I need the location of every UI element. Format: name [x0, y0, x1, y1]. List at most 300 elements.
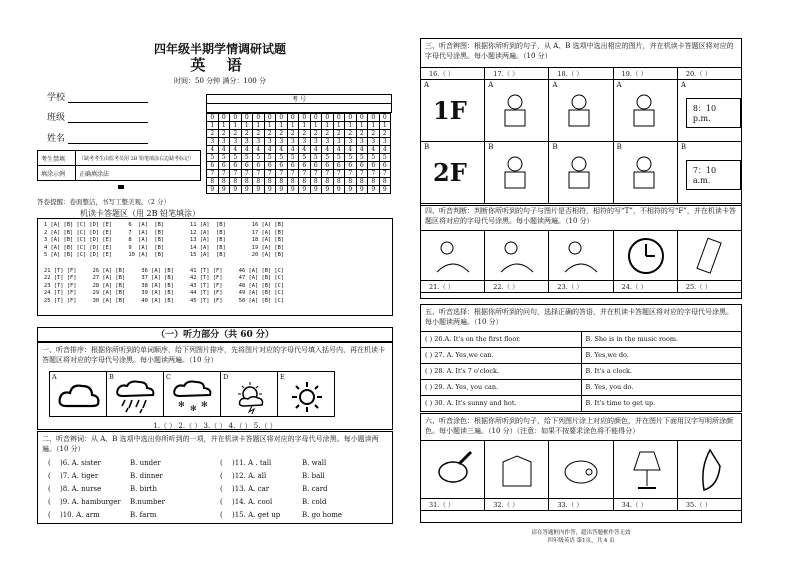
s2-cell: )14. A. cool [232, 497, 273, 506]
digit-cell[interactable]: 9 [230, 186, 242, 194]
s6-picture [421, 441, 484, 498]
s5-row[interactable] [421, 331, 741, 347]
s5-option[interactable]: B. Yes,we do. [581, 348, 742, 363]
s5-option[interactable]: B. She is in the music room. [581, 332, 742, 347]
notice-table [37, 150, 201, 181]
clock-icon [626, 236, 666, 276]
digit-cell[interactable]: 4 [287, 146, 299, 154]
digit-cell[interactable]: 1 [241, 122, 253, 130]
digit-cell[interactable]: 9 [345, 186, 357, 194]
section-4 [420, 203, 742, 299]
s6-text: 六、听音涂色：根据你所听到的句子，给下列图片涂上对应的颜色，并在图片下面用汉字写明所涂颜色。每小题读三遍。（10 分）（注意：如果不按要求涂色将不能得分） [425, 417, 733, 435]
digit-cell[interactable]: 8 [368, 178, 380, 186]
s2-cell: )8. A. nurse [60, 484, 102, 493]
digit-cell[interactable]: 0 [276, 114, 288, 122]
answer-blank[interactable]: 32.（ ） [484, 499, 548, 510]
digit-cell[interactable]: 8 [287, 178, 299, 186]
exam-meta: 时间：50 分钟 满分：100 分 [174, 77, 266, 85]
s2-cell: )7. A. tiger [60, 471, 99, 480]
digit-cell[interactable]: 6 [207, 162, 219, 170]
banana-icon [688, 446, 732, 494]
digit-cell[interactable]: 5 [276, 154, 288, 162]
s2-cell: )12. A. all [232, 471, 267, 480]
s2-cell: )6. A. sister [60, 458, 101, 467]
digit-cell[interactable]: 3 [207, 138, 219, 146]
digit-cell[interactable]: 3 [241, 138, 253, 146]
digit-cell[interactable]: 9 [333, 186, 345, 194]
digit-cell[interactable]: 8 [218, 178, 230, 186]
s3-option[interactable]: A [548, 80, 612, 141]
digit-cell[interactable]: 8 [333, 178, 345, 186]
s4-picture [484, 231, 548, 280]
digit-cell[interactable]: 6 [310, 162, 322, 170]
digit-cell[interactable]: 7 [310, 170, 322, 178]
section-2 [37, 431, 393, 524]
card-line[interactable]: 5 [A] [B] [C] [D] [E] 10 [A] [B] 15 [A] [B] 20 [A] [B] [44, 252, 285, 259]
digit-cell[interactable]: 9 [253, 186, 265, 194]
lamp-icon [624, 446, 668, 494]
digit-cell[interactable]: 4 [207, 146, 219, 154]
s2-cell: ( [220, 497, 223, 506]
s3-option-text: 2F [433, 158, 467, 187]
digit-cell[interactable]: 0 [241, 114, 253, 122]
section-3 [420, 38, 742, 206]
digit-cell[interactable]: 8 [356, 178, 368, 186]
s4-picture [677, 231, 741, 280]
digit-cell[interactable]: 6 [368, 162, 380, 170]
digit-cell[interactable]: 9 [356, 186, 368, 194]
s2-cell: )10. A. arm [60, 510, 100, 519]
s2-cell: ( [48, 510, 51, 519]
rain-picture [106, 371, 164, 417]
s3-text: 三、听音辨图：根据你所听到的句子，从 A、B 选项中选出相应的图片，并在机读卡答题区将对应的字母代号涂黑。每小题读两遍。（10 分） [425, 42, 734, 60]
digit-cell[interactable]: 9 [310, 186, 322, 194]
digit-cell[interactable]: 6 [333, 162, 345, 170]
digit-cell[interactable]: 8 [322, 178, 334, 186]
s2-row [38, 482, 392, 495]
digit-cell[interactable]: 2 [218, 130, 230, 138]
digit-cell[interactable]: 5 [368, 154, 380, 162]
exam-number-grid[interactable] [206, 94, 392, 194]
digit-cell[interactable]: 5 [287, 154, 299, 162]
s2-row [38, 495, 392, 508]
answer-blank[interactable]: 31.（ ） [429, 501, 455, 509]
digit-cell[interactable]: 0 [368, 114, 380, 122]
s2-cell: B. go home [302, 510, 343, 519]
s5-option[interactable]: B. Yes, you do. [581, 380, 742, 395]
digit-cell[interactable]: 9 [299, 186, 311, 194]
digit-cell[interactable]: 5 [264, 154, 276, 162]
digit-cell[interactable]: 3 [230, 138, 242, 146]
answer-blank[interactable]: 35.（ ） [677, 499, 741, 510]
s3-option[interactable]: B [613, 142, 677, 203]
digit-cell[interactable]: 7 [230, 170, 242, 178]
digit-cell[interactable]: 1 [299, 122, 311, 130]
person-icon [495, 92, 535, 132]
digit-cell[interactable]: 1 [333, 122, 345, 130]
digit-cell[interactable]: 6 [356, 162, 368, 170]
digit-cell[interactable]: 3 [333, 138, 345, 146]
digit-cell[interactable]: 7 [322, 170, 334, 178]
answer-blank[interactable]: 17.（ ） [484, 68, 548, 79]
person-icon [559, 154, 599, 194]
letter-d: D [223, 373, 229, 381]
answer-blank[interactable]: 24.（ ） [613, 281, 677, 292]
digit-cell[interactable]: 6 [264, 162, 276, 170]
s5-option[interactable]: ( ) 30. A. It's sunny and hot. [425, 399, 517, 407]
digit-cell[interactable]: 6 [287, 162, 299, 170]
digit-cell[interactable]: 7 [368, 170, 380, 178]
digit-cell[interactable]: 0 [253, 114, 265, 122]
s2-cell: )9. A. hamburger [60, 497, 121, 506]
digit-cell[interactable]: 2 [310, 130, 322, 138]
digit-cell[interactable]: 1 [368, 122, 380, 130]
digit-cell[interactable]: 3 [322, 138, 334, 146]
digit-cell[interactable]: 1 [230, 122, 242, 130]
digit-cell[interactable]: 1 [310, 122, 322, 130]
digit-cell[interactable]: 4 [253, 146, 265, 154]
digit-cell[interactable]: 3 [356, 138, 368, 146]
digit-cell[interactable]: 9 [218, 186, 230, 194]
s2-row [38, 456, 392, 469]
digit-cell[interactable]: 9 [368, 186, 380, 194]
answer-blank[interactable]: 21.（ ） [429, 283, 455, 291]
digit-cell[interactable]: 1 [379, 122, 391, 130]
digit-cell[interactable]: 6 [299, 162, 311, 170]
digit-cell[interactable]: 4 [322, 146, 334, 154]
answer-blank[interactable]: 33.（ ） [548, 499, 612, 510]
digit-cell[interactable]: 1 [276, 122, 288, 130]
svg-text:✻: ✻ [201, 400, 208, 409]
card-line[interactable] [44, 260, 386, 268]
scene-icon [433, 236, 473, 276]
digit-cell[interactable]: 9 [322, 186, 334, 194]
digit-cell[interactable]: 2 [287, 130, 299, 138]
digit-cell[interactable]: 2 [333, 130, 345, 138]
digit-cell[interactable]: 7 [356, 170, 368, 178]
card-line[interactable]: 1 [A] [B] [C] [D] [E] 6 [A] [B] 11 [A] [B] 16 [A] [B] [44, 222, 285, 228]
answer-blank[interactable]: 23.（ ） [548, 281, 612, 292]
digit-cell[interactable]: 4 [345, 146, 357, 154]
digit-cell[interactable]: 6 [253, 162, 265, 170]
answer-card[interactable] [37, 218, 393, 316]
s5-option[interactable]: ( ) 27. A. Yes,we can. [425, 351, 494, 359]
s2-cell: ( [220, 471, 223, 480]
s2-cell: B. ball [302, 471, 325, 480]
exam-title: 四年级半期学情调研试题 [153, 42, 286, 56]
digit-cell[interactable]: 0 [299, 114, 311, 122]
digit-cell[interactable]: 1 [218, 122, 230, 130]
digit-cell[interactable]: 2 [368, 130, 380, 138]
digit-cell[interactable]: 3 [276, 138, 288, 146]
digit-cell[interactable]: 6 [345, 162, 357, 170]
digit-cell[interactable]: 9 [276, 186, 288, 194]
digit-cell[interactable]: 6 [230, 162, 242, 170]
digit-cell[interactable]: 7 [287, 170, 299, 178]
s5-row[interactable] [421, 379, 741, 395]
s2-cell: ( [48, 484, 51, 493]
class-field[interactable] [47, 110, 148, 123]
digit-cell[interactable]: 7 [299, 170, 311, 178]
digit-cell[interactable]: 1 [264, 122, 276, 130]
answer-blank[interactable]: 19.（ ） [613, 68, 677, 79]
scene-icon [561, 236, 601, 276]
digit-cell[interactable]: 7 [345, 170, 357, 178]
digit-cell[interactable]: 0 [287, 114, 299, 122]
digit-cell[interactable]: 0 [345, 114, 357, 122]
digit-cell[interactable]: 5 [241, 154, 253, 162]
digit-cell[interactable]: 5 [356, 154, 368, 162]
digit-cell[interactable]: 8 [379, 178, 391, 186]
digit-cell[interactable]: 5 [310, 154, 322, 162]
section-5 [420, 304, 742, 412]
s5-option[interactable]: ( ) 26.A. It's on the first floor. [425, 335, 521, 343]
digit-cell[interactable]: 1 [253, 122, 265, 130]
digit-cell[interactable]: 4 [264, 146, 276, 154]
digit-cell[interactable]: 0 [322, 114, 334, 122]
digit-cell[interactable]: 3 [310, 138, 322, 146]
digit-cell[interactable]: 2 [264, 130, 276, 138]
digit-cell[interactable]: 4 [368, 146, 380, 154]
letter-c: C [166, 373, 171, 381]
person-icon [559, 92, 599, 132]
digit-cell[interactable]: 1 [356, 122, 368, 130]
s3-option[interactable]: B 2F [424, 143, 467, 187]
s2-row [38, 469, 392, 482]
s5-row[interactable] [421, 347, 741, 363]
s3-option[interactable]: B [548, 142, 612, 203]
notice-label: 考生禁填 [38, 151, 76, 166]
digit-cell[interactable]: 7 [276, 170, 288, 178]
digit-cell[interactable]: 6 [218, 162, 230, 170]
digit-cell[interactable]: 4 [276, 146, 288, 154]
digit-cell[interactable]: 9 [241, 186, 253, 194]
s3-option[interactable]: B [484, 142, 548, 203]
class-label: 班级 [47, 113, 66, 123]
thermometer-icon [690, 236, 730, 276]
digit-cell[interactable]: 5 [253, 154, 265, 162]
answer-blank[interactable]: 20.（ ） [677, 68, 741, 79]
name-field[interactable] [47, 131, 148, 144]
digit-cell[interactable]: 0 [333, 114, 345, 122]
digit-cell[interactable]: 4 [333, 146, 345, 154]
digit-cell[interactable]: 9 [287, 186, 299, 194]
s2-cell: B. card [302, 484, 328, 493]
digit-cell[interactable]: 5 [207, 154, 219, 162]
s1-text: 一、听音排序：根据你所听到的单词顺序，给下列图片排序，先将图片对应的字母代号填入括号内，再在机读卡答题区将对应的字母代号涂黑。每小题读两遍。（10 分） [42, 346, 385, 364]
box-icon [495, 446, 539, 494]
digit-cell[interactable]: 8 [345, 178, 357, 186]
sun-picture [277, 371, 335, 417]
s4-text: 四、听音判断：判断你所听到的句子与图片是否相符，相符的写“T”，不相符的写“F”，并在机读卡答题区将对应的字母代号涂黑。每小题读两遍。（10 分） [425, 207, 736, 225]
digit-cell[interactable]: 9 [264, 186, 276, 194]
school-label: 学校 [47, 93, 66, 103]
school-field[interactable] [47, 90, 148, 103]
s3-option[interactable]: A [484, 80, 548, 141]
digit-cell[interactable]: 0 [218, 114, 230, 122]
digit-cell[interactable]: 8 [310, 178, 322, 186]
sun-cloud-icon [230, 380, 272, 414]
digit-cell[interactable]: 3 [264, 138, 276, 146]
digit-cell[interactable]: 8 [230, 178, 242, 186]
digit-cell[interactable]: 9 [207, 186, 219, 194]
card-line[interactable]: 23 [T] [F] 28 [A] [B] 38 [A] [B] 43 [T] [F] 48 [A] [B] [C] [44, 282, 285, 289]
digit-cell[interactable]: 5 [345, 154, 357, 162]
s2-cell: B. dinner [130, 471, 163, 480]
digit-cell[interactable]: 5 [299, 154, 311, 162]
digit-cell[interactable]: 0 [356, 114, 368, 122]
s5-option[interactable]: B. It's time to get up. [581, 396, 742, 411]
digit-cell[interactable]: 4 [218, 146, 230, 154]
digit-cell[interactable]: 2 [379, 130, 391, 138]
digit-cell[interactable]: 7 [264, 170, 276, 178]
digit-cell[interactable]: 6 [241, 162, 253, 170]
digit-cell[interactable]: 4 [356, 146, 368, 154]
digit-cell[interactable]: 1 [207, 122, 219, 130]
digit-cell[interactable]: 4 [310, 146, 322, 154]
letter-a: A [52, 373, 57, 381]
s2-cell: )11. A . tall [232, 458, 272, 467]
card-line[interactable]: 22 [T] [F] 27 [A] [B] 37 [A] [B] 42 [T] [F] 47 [A] [B] [C] [44, 275, 285, 282]
digit-cell[interactable]: 3 [379, 138, 391, 146]
section-6 [420, 413, 742, 523]
digit-cell[interactable]: 8 [241, 178, 253, 186]
digit-cell[interactable]: 3 [218, 138, 230, 146]
s5-option[interactable]: B. It's a clock. [581, 364, 742, 379]
digit-cell[interactable]: 3 [345, 138, 357, 146]
rain-icon [115, 380, 157, 414]
s3-option[interactable]: A 1F [424, 81, 467, 125]
digit-cell[interactable]: 7 [333, 170, 345, 178]
digit-cell[interactable]: 3 [368, 138, 380, 146]
digit-cell[interactable]: 5 [322, 154, 334, 162]
notice-text: （缺考考生由监考员用 2B 铅笔填涂右边缺考标记） [76, 151, 201, 166]
digit-cell[interactable]: 2 [356, 130, 368, 138]
digit-cell[interactable]: 4 [299, 146, 311, 154]
digit-cell[interactable]: 6 [322, 162, 334, 170]
digit-cell[interactable]: 7 [207, 170, 219, 178]
letter-e: E [280, 373, 285, 381]
s2-cell: B. wall [302, 458, 327, 467]
s5-option[interactable]: ( ) 28. A. It's 7 o'clock. [425, 367, 499, 375]
digit-cell[interactable]: 2 [322, 130, 334, 138]
s6-picture [484, 441, 548, 498]
digit-cell[interactable]: 7 [241, 170, 253, 178]
digit-cell[interactable]: 8 [264, 178, 276, 186]
digit-cell[interactable]: 8 [299, 178, 311, 186]
digit-cell[interactable]: 2 [299, 130, 311, 138]
digit-cell[interactable]: 2 [253, 130, 265, 138]
digit-cell[interactable]: 8 [276, 178, 288, 186]
card-line[interactable]: 21 [T] [F] 26 [A] [B] 36 [A] [B] 41 [T] [F] 46 [A] [B] [C] [44, 267, 285, 274]
digit-cell[interactable]: 2 [276, 130, 288, 138]
digit-cell[interactable]: 4 [379, 146, 391, 154]
s5-row[interactable] [421, 363, 741, 379]
s5-text: 五、听音选择：根据你所听到的问句，选择正确的答语，并在机读卡答题区将对应的字母代号涂黑。每小题读两遍。（10 分） [425, 308, 733, 326]
s6-picture [548, 441, 612, 498]
cloud-icon [58, 382, 100, 410]
digit-cell[interactable]: 7 [218, 170, 230, 178]
storm-picture [220, 371, 278, 417]
digit-cell[interactable]: 5 [218, 154, 230, 162]
digit-cell[interactable]: 1 [345, 122, 357, 130]
example-text: 正确填涂法 [76, 166, 201, 181]
card-line[interactable]: 24 [T] [F] 29 [A] [B] 39 [A] [B] 44 [T] [F] 49 [A] [B] [C] [44, 290, 285, 297]
digit-cell[interactable]: 6 [276, 162, 288, 170]
sun-icon [290, 380, 324, 414]
s2-cell: ( [220, 458, 223, 467]
s2-cell: B. cold [302, 497, 327, 506]
answer-blank[interactable]: 16.（ ） [429, 70, 455, 78]
answer-blank[interactable]: 34.（ ） [613, 499, 677, 510]
digit-cell[interactable]: 0 [230, 114, 242, 122]
digit-cell[interactable]: 0 [207, 114, 219, 122]
digit-cell[interactable]: 0 [264, 114, 276, 122]
person-icon [495, 154, 535, 194]
snow-picture [163, 371, 221, 417]
digit-cell[interactable]: 0 [379, 114, 391, 122]
s2-cell: ( [220, 484, 223, 493]
card-line[interactable]: 4 [A] [B] [C] [D] [E] 9 [A] [B] 14 [A] [B] 19 [A] [B] [44, 244, 285, 251]
digit-cell[interactable]: 4 [230, 146, 242, 154]
name-label: 姓名 [47, 134, 66, 144]
digit-cell[interactable]: 2 [207, 130, 219, 138]
digit-cell[interactable]: 2 [345, 130, 357, 138]
s2-cell: B. birth [130, 484, 157, 493]
digit-cell[interactable]: 2 [230, 130, 242, 138]
digit-cell[interactable]: 1 [287, 122, 299, 130]
s5-row[interactable] [421, 395, 741, 411]
answer-blank[interactable]: 18.（ ） [548, 68, 612, 79]
s3-option-text: 1F [433, 96, 467, 125]
bird-icon [431, 446, 475, 494]
digit-cell[interactable]: 8 [253, 178, 265, 186]
digit-cell[interactable]: 0 [310, 114, 322, 122]
digit-cell[interactable]: 8 [207, 178, 219, 186]
s3-option[interactable]: A [613, 80, 677, 141]
digit-cell[interactable]: 1 [322, 122, 334, 130]
answer-blank[interactable]: 25.（ ） [677, 281, 741, 292]
digit-cell[interactable]: 5 [379, 154, 391, 162]
digit-cell[interactable]: 3 [253, 138, 265, 146]
digit-cell[interactable]: 7 [253, 170, 265, 178]
answer-blank[interactable]: 22.（ ） [484, 281, 548, 292]
s2-cell: ( [48, 471, 51, 480]
card-line[interactable]: 25 [T] [F] 30 [A] [B] 40 [A] [B] 45 [T] [F] 50 [A] [B] [C] [44, 297, 285, 304]
card-line[interactable]: 3 [A] [B] [C] [D] [E] 8 [A] [B] 13 [A] [B] 18 [A] [B] [44, 237, 285, 244]
s2-cell: ( [48, 458, 51, 467]
digit-cell[interactable]: 5 [333, 154, 345, 162]
digit-cell[interactable]: 2 [241, 130, 253, 138]
s3-option[interactable]: B 7：10 a.m. [677, 142, 741, 203]
digit-cell[interactable]: 5 [230, 154, 242, 162]
s5-option[interactable]: ( ) 29. A. Yes, you can. [425, 383, 499, 391]
scene-icon [497, 236, 537, 276]
card-line[interactable]: 2 [A] [B] [C] [D] [E] 7 [A] [B] 12 [A] [B] 17 [A] [B] [44, 229, 285, 236]
s4-picture [613, 231, 677, 280]
s3-option[interactable]: A 8：10 p.m. [677, 80, 741, 141]
s4-picture [421, 231, 484, 280]
digit-cell[interactable]: 9 [379, 186, 391, 194]
s1-blanks[interactable]: 1.（ ） 2.（ ） 3.（ ） 4.（ ） 5.（ ） [153, 422, 277, 430]
digit-cell[interactable]: 3 [299, 138, 311, 146]
digit-cell[interactable]: 7 [379, 170, 391, 178]
digit-cell[interactable]: 6 [379, 162, 391, 170]
digit-cell[interactable]: 4 [241, 146, 253, 154]
digit-cell[interactable]: 3 [287, 138, 299, 146]
s3-option-text: 7：10 a.m. [686, 160, 741, 190]
exam-number-table[interactable] [206, 113, 391, 194]
